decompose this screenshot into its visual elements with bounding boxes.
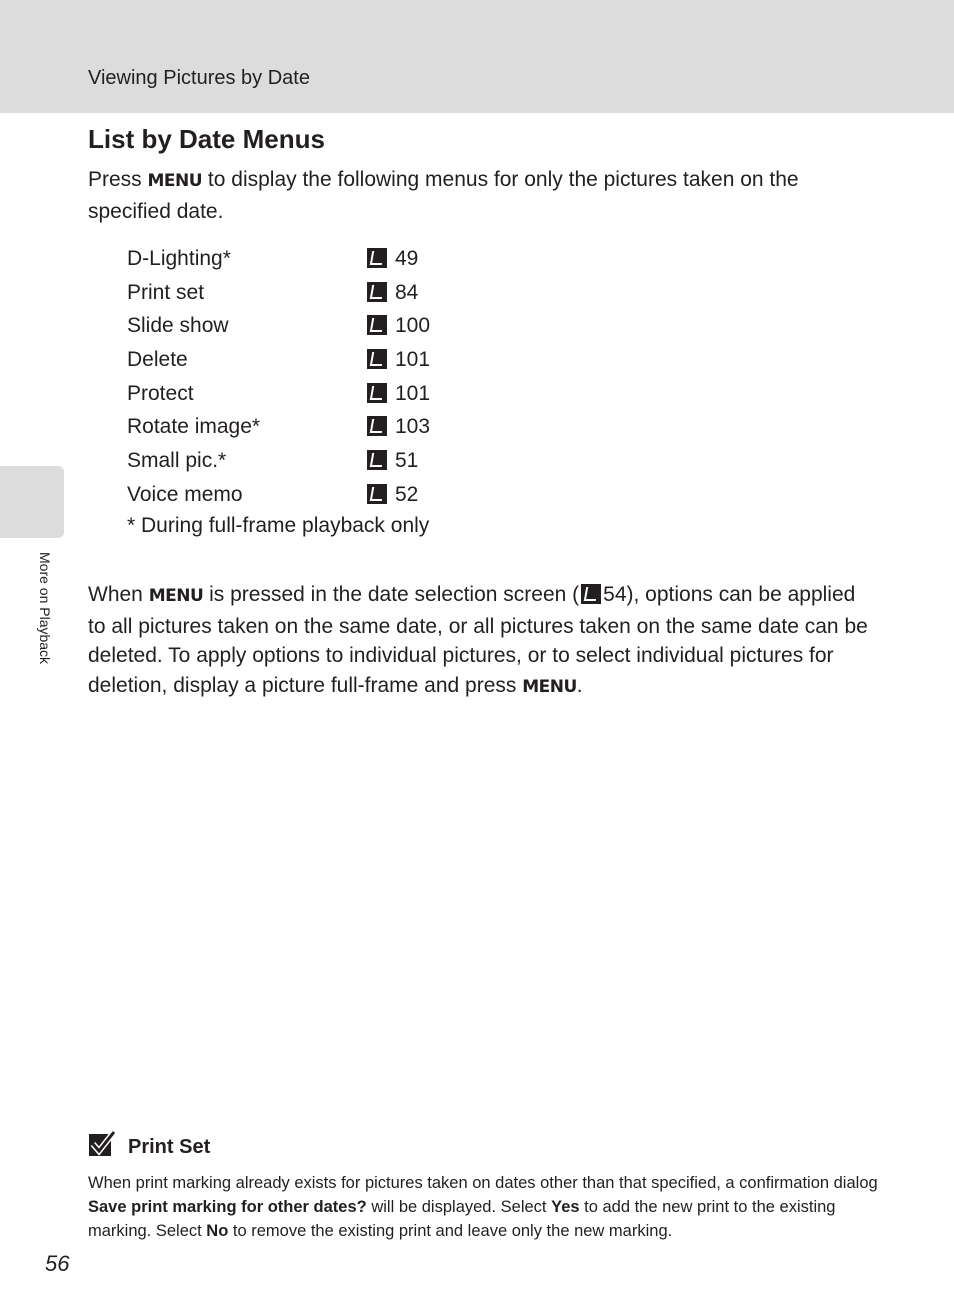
menu-item-page: 101 [395, 348, 431, 372]
menu-item-reference [367, 242, 418, 276]
note-dialog-name: Save print marking for other dates? [88, 1198, 367, 1216]
menu-item-name: Voice memo [127, 482, 243, 506]
menu-item-reference [367, 444, 418, 478]
header-band [0, 0, 954, 113]
menu-item-reference [367, 377, 430, 411]
intro-text-after: to display the following menus for only the pictures taken on the specified date. [88, 168, 799, 223]
menu-item-page: 49 [395, 247, 419, 270]
body-text-1: When [88, 583, 149, 606]
page-number: 56 [45, 1251, 70, 1276]
body-text-2: is pressed in the date selection screen ( [203, 583, 580, 606]
page-reference-icon [367, 484, 387, 504]
menu-item-reference [367, 309, 430, 343]
menu-item-name: Delete [127, 348, 188, 372]
body-ref-page: 54 [603, 583, 627, 606]
body-text-4: . [576, 673, 583, 697]
menu-item-name: Rotate image* [127, 415, 261, 439]
menu-item-name: Slide show [127, 314, 229, 338]
menu-item-reference [367, 410, 430, 444]
side-tab [0, 466, 64, 538]
menu-key: MENU [522, 676, 577, 697]
menu-item-reference [367, 478, 418, 512]
menu-item-name: Small pic.* [127, 449, 227, 473]
note-text: will be displayed. Select [366, 1198, 552, 1216]
menu-item-page: 100 [395, 314, 431, 338]
page-reference-icon [367, 383, 387, 403]
menu-item-name: Print set [127, 280, 205, 304]
section-header: Viewing Pictures by Date [88, 67, 310, 89]
note-header [88, 1131, 210, 1159]
note-option-no: No [206, 1222, 229, 1240]
page-reference-icon [367, 248, 387, 268]
menu-item-page: 84 [395, 280, 419, 304]
body-paragraph [88, 580, 868, 702]
menu-item-page: 52 [395, 482, 419, 506]
note-text: to remove the existing print and leave only the new marking. [228, 1222, 673, 1240]
menu-key: MENU [148, 586, 204, 606]
menu-item-page: 103 [395, 415, 431, 439]
note-option-yes: Yes [551, 1198, 580, 1216]
body-text-3: ), options can be applied to all pictures taken on the same date, or all pictures taken on the same date can be deleted. To apply options to individual pictures, or to select individual pictures for deletion, display a picture full-frame and press [88, 583, 868, 697]
page-reference-icon [367, 450, 387, 470]
page-reference-icon [367, 349, 387, 369]
page-reference-icon [367, 416, 387, 436]
page-reference-icon [581, 584, 601, 604]
menu-key: MENU [147, 171, 203, 191]
menu-item-reference [367, 276, 418, 310]
note-body [88, 1171, 878, 1243]
menu-item-name: D-Lighting* [127, 247, 231, 270]
intro-paragraph [88, 165, 868, 226]
note-text: When print marking already exists for pictures taken on dates other than that specified, a confirmation dialog [88, 1174, 878, 1192]
note-text: to add the new print to the existing marking. Select [88, 1198, 836, 1240]
menu-item-page: 101 [395, 381, 431, 405]
note-title: Print Set [128, 1136, 211, 1158]
page-reference-icon [367, 282, 387, 302]
side-tab-label: More on Playback [37, 552, 53, 665]
page-title: List by Date Menus [88, 124, 325, 154]
menu-item-page: 51 [395, 449, 419, 473]
page-reference-icon [367, 315, 387, 335]
footnote: * During full-frame playback only [127, 514, 430, 537]
intro-text-before: Press [88, 168, 148, 191]
menu-item-reference [367, 343, 430, 377]
menu-item-name: Protect [127, 381, 194, 405]
check-note-icon [88, 1131, 116, 1157]
